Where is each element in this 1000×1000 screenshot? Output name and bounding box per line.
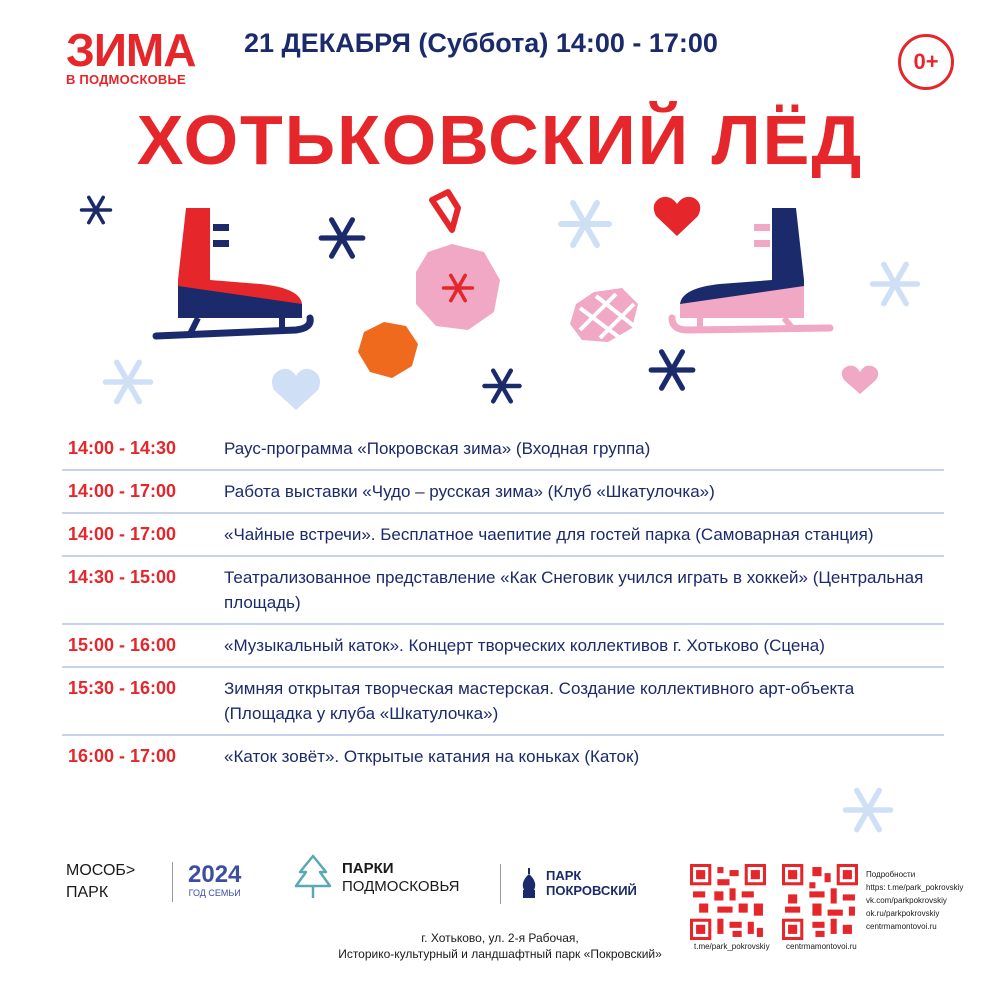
schedule-description: Театрализованное представление «Как Снеговик учился играть в хоккей» (Центральная площадь) [224, 568, 924, 612]
link-ok[interactable]: ok.ru/parkpokrovskiy [866, 909, 940, 918]
park-pokrovsky-logo [518, 868, 637, 898]
schedule-row [62, 736, 944, 777]
schedule-description: Работа выставки «Чудо – русская зима» (Клуб «Шкатулочка») [224, 482, 715, 501]
schedule-description: «Чайные встречи». Бесплатное чаепитие для гостей парка (Самоварная станция) [224, 525, 874, 544]
year-of-family-logo [188, 862, 241, 898]
schedule-description: «Музыкальный каток». Концерт творческих коллективов г. Хотьково (Сцена) [224, 636, 825, 655]
heart-icon [272, 369, 320, 410]
link-site[interactable]: centrmamontovoi.ru [866, 922, 937, 931]
snowflake-icon [651, 352, 693, 388]
heart-icon [654, 197, 701, 236]
schedule-row [62, 471, 944, 514]
mitten-icon [570, 288, 638, 342]
parks-podmoskovya-logo [292, 852, 460, 904]
snowflake-icon [106, 362, 151, 401]
schedule-description: «Каток зовёт». Открытые катания на коньках (Каток) [224, 747, 640, 766]
christmas-ornament-icon [416, 192, 500, 330]
schedule-time: 16:00 - 17:00 [68, 746, 177, 766]
mosobpark-logo [66, 860, 135, 904]
pokrovsky-line1: ПАРК [546, 868, 582, 883]
heart-icon [842, 366, 879, 394]
schedule-row [62, 625, 944, 668]
logo-divider [172, 862, 173, 902]
year-subtitle: ГОД СЕМЬИ [188, 888, 241, 898]
link-vk[interactable]: vk.com/parkpokrovskiy [866, 896, 947, 905]
qr-caption-site: centrmamontovoi.ru [786, 942, 857, 951]
schedule-time: 14:00 - 14:30 [68, 438, 177, 458]
event-address [300, 930, 700, 962]
snowflake-icon [873, 264, 918, 303]
qr-code-telegram[interactable] [690, 864, 766, 940]
snowflake-icon [840, 782, 896, 838]
schedule-time: 14:30 - 15:00 [68, 567, 177, 587]
link-telegram[interactable]: https: t.me/park_pokrovskiy [866, 883, 964, 892]
brand-logo [66, 24, 216, 87]
schedule-row [62, 557, 944, 625]
schedule-description: Зимняя открытая творческая мастерская. Создание коллективного арт-объекта (Площадка у клуба «Шкатулочка») [224, 679, 855, 723]
schedule-time: 14:00 - 17:00 [68, 481, 177, 501]
address-line1: г. Хотьково, ул. 2-я Рабочая, [421, 931, 579, 945]
snowflake-icon [561, 203, 609, 245]
schedule-list [62, 428, 944, 777]
address-line2: Историко-культурный и ландшафтный парк «Покровский» [338, 947, 662, 961]
schedule-time: 15:00 - 16:00 [68, 635, 177, 655]
schedule-time: 14:00 - 17:00 [68, 524, 177, 544]
schedule-time: 15:30 - 16:00 [68, 678, 177, 698]
schedule-row [62, 668, 944, 736]
brand-sub-text: В ПОДМОСКОВЬЕ [66, 72, 186, 87]
winter-illustration [60, 180, 940, 420]
event-title: ХОТЬКОВСКИЙ ЛЁД [136, 101, 864, 179]
parks-line2: ПОДМОСКОВЬЯ [342, 878, 460, 895]
church-dome-icon [518, 868, 540, 898]
schedule-row [62, 514, 944, 557]
brand-main-text: ЗИМА [66, 24, 196, 76]
event-date: 21 ДЕКАБРЯ (Суббота) 14:00 - 17:00 [244, 28, 718, 58]
snowflake-icon [321, 220, 363, 256]
parks-line1: ПАРКИ [342, 860, 394, 877]
mosobpark-line2: ПАРК [66, 884, 109, 901]
pokrovsky-line2: ПОКРОВСКИЙ [546, 883, 637, 898]
year-number: 2024 [188, 861, 242, 888]
red-skate-icon [156, 208, 310, 336]
schedule-description: Раус-программа «Покровская зима» (Входная группа) [224, 439, 651, 458]
links-title: Подробности [866, 870, 916, 879]
age-rating-badge: 0+ [898, 34, 954, 90]
qr-caption-telegram: t.me/park_pokrovskiy [694, 942, 770, 951]
navy-skate-icon [672, 208, 830, 330]
snowflake-icon [82, 197, 111, 222]
schedule-row [62, 428, 944, 471]
tree-icon [292, 852, 334, 904]
logo-divider [500, 864, 501, 904]
snowflake-icon [484, 371, 519, 402]
mosobpark-line1: МОСОБ> [66, 862, 136, 879]
info-links [866, 868, 963, 933]
orange-fruit-icon [358, 322, 418, 378]
qr-code-site[interactable] [782, 864, 858, 940]
